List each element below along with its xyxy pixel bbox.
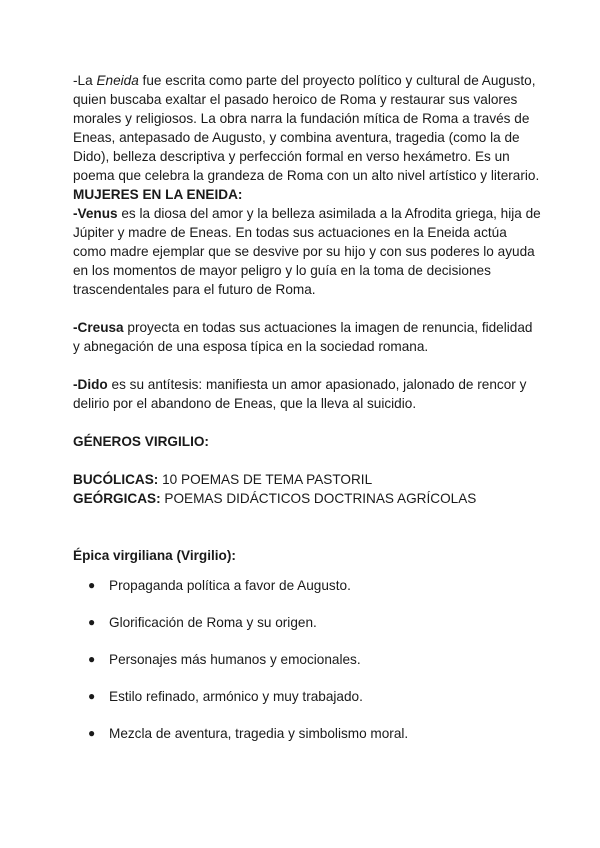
epica-list (73, 576, 543, 743)
mujeres-heading: MUJERES EN LA ENEIDA: (73, 187, 243, 202)
epica-heading: Épica virgiliana (Virgilio): (73, 548, 236, 563)
bullet-icon: ● (88, 578, 96, 592)
bullet-icon: ● (88, 689, 96, 703)
intro-text: fue escrita como parte del proyecto político y cultural de Augusto, quien buscaba exaltar el pasado heroico de Roma y restaurar sus valores morales y religiosos. La obra narra la fundación mítica de Roma a través de Eneas, antepasado de Augusto, y combina aventura, tragedia (como la de Dido), belleza descriptiva y perfección formal en verso hexámetro. Es un poema que celebra la grandeza de Roma con un alto nivel artístico y literario. (73, 73, 540, 183)
intro-paragraph (73, 71, 543, 185)
dido-text: es su antítesis: manifiesta un amor apasionado, jalonado de rencor y delirio por el abandono de Eneas, que la lleva al suicidio. (73, 377, 527, 411)
intro-title-italic: Eneida (96, 73, 139, 88)
intro-prefix: -La (73, 73, 97, 88)
venus-paragraph (73, 204, 543, 299)
bucolicas-line (73, 470, 543, 489)
bullet-icon: ● (88, 726, 96, 740)
document-page (73, 71, 543, 761)
bucolicas-label: BUCÓLICAS: (73, 472, 159, 487)
bucolicas-text: 10 POEMAS DE TEMA PASTORIL (158, 472, 373, 487)
list-item: ● Estilo refinado, armónico y muy trabajado. (88, 689, 363, 704)
creusa-paragraph (73, 318, 543, 356)
dido-paragraph (73, 375, 543, 413)
bullet-icon: ● (88, 615, 96, 629)
list-item: ● Propaganda política a favor de Augusto. (88, 578, 351, 593)
georgicas-line (73, 489, 543, 508)
bullet-icon: ● (88, 652, 96, 666)
dido-label: -Dido (73, 377, 108, 392)
georgicas-label: GEÓRGICAS: (73, 491, 161, 506)
creusa-text: proyecta en todas sus actuaciones la imagen de renuncia, fidelidad y abnegación de una esposa típica en la sociedad romana. (73, 320, 533, 354)
list-item: ● Personajes más humanos y emocionales. (88, 652, 361, 667)
list-item: ● Glorificación de Roma y su origen. (88, 615, 317, 630)
list-item: ● Mezcla de aventura, tragedia y simbolismo moral. (88, 726, 409, 741)
creusa-label: -Creusa (73, 320, 124, 335)
venus-text: es la diosa del amor y la belleza asimilada a la Afrodita griega, hija de Júpiter y madre de Eneas. En todas sus actuaciones en la Eneida actúa como madre ejemplar que se desvive por su hijo y con sus poderes lo ayuda en los momentos de mayor peligro y lo guía en la toma de decisiones trascendentales para el futuro de Roma. (73, 206, 541, 297)
venus-label: -Venus (73, 206, 118, 221)
georgicas-text: POEMAS DIDÁCTICOS DOCTRINAS AGRÍCOLAS (160, 491, 477, 506)
generos-heading: GÉNEROS VIRGILIO: (73, 434, 209, 449)
